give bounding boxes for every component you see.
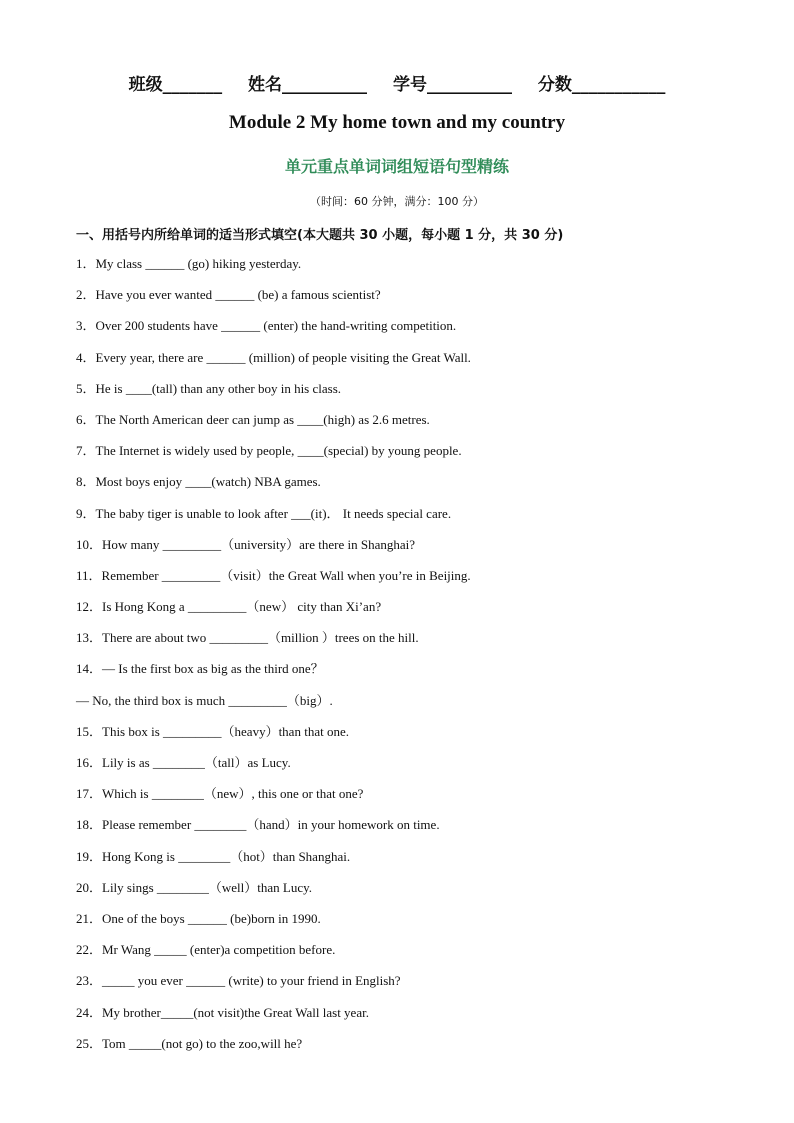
question-item: — No, the third box is much _________（big）. (76, 692, 333, 708)
question-item: 9．The baby tiger is unable to look after ___(it)． It needs special care. (76, 505, 452, 521)
question-item: 21．One of the boys ______ (be)born in 1990. (76, 910, 321, 926)
question-item: 16．Lily is as ________（tall）as Lucy. (76, 755, 291, 770)
student-info-line (0, 70, 794, 95)
question-item: 11．Remember _________（visit）the Great Wall when you’re in Beijing. (76, 567, 471, 583)
question-item: 5．He is ____(tall) than any other boy in his class. (76, 380, 342, 396)
question-item: 6．The North American deer can jump as ____(high) as 2.6 metres. (76, 411, 430, 427)
exam-meta: （时间：60 分钟，满分：100 分） (310, 195, 484, 208)
name-field[interactable]: 姓名__________ (248, 75, 368, 95)
question-item: 17．Which is ________（new）, this one or that one? (76, 786, 364, 802)
student-id-field[interactable]: 学号__________ (392, 75, 512, 95)
question-item: 22．Mr Wang _____ (enter)a competition before. (76, 942, 336, 958)
question-item: 12．Is Hong Kong a _________（new） city than Xi’an? (76, 599, 382, 615)
section-heading: 一、用括号内所给单词的适当形式填空(本大题共 30 小题，每小题 1 分，共 30 分) (76, 228, 564, 243)
question-item: 2．Have you ever wanted ______ (be) a famous scientist? (76, 287, 381, 303)
class-field[interactable]: 班级_______ (128, 75, 223, 95)
question-item: 3．Over 200 students have ______ (enter) the hand-writing competition. (76, 318, 457, 334)
question-item: 10．How many _________（university）are there in Shanghai? (76, 536, 416, 552)
document-title: Module 2 My home town and my country (228, 112, 566, 133)
question-item: 15．This box is _________（heavy）than that one. (76, 723, 349, 739)
document-subtitle: 单元重点单词词组短语句型精练 (284, 157, 509, 176)
question-item: 4．Every year, there are ______ (million) of people visiting the Great Wall. (76, 349, 471, 365)
question-item: 13．There are about two _________（million ）trees on the hill. (76, 630, 419, 646)
question-item: 19．Hong Kong is ________（hot）than Shanghai. (76, 848, 351, 864)
question-item: 20．Lily sings ________（well）than Lucy. (76, 879, 313, 895)
question-item: 25．Tom _____(not go) to the zoo,will he? (76, 1035, 303, 1051)
question-list (76, 255, 776, 1066)
question-item: 1．My class ______ (go) hiking yesterday. (76, 256, 302, 271)
question-item: 8．Most boys enjoy ____(watch) NBA games. (76, 474, 321, 490)
question-item: 24．My brother_____(not visit)the Great Wall last year. (76, 1004, 369, 1020)
score-field[interactable]: 分数___________ (537, 75, 666, 95)
question-item: 7．The Internet is widely used by people, ____(special) by young people. (76, 443, 462, 459)
question-item: 14．— Is the first box as big as the third one？ (76, 661, 324, 677)
question-item: 18．Please remember ________（hand）in your homework on time. (76, 817, 440, 833)
question-item: 23．_____ you ever ______ (write) to your friend in English? (76, 973, 401, 989)
